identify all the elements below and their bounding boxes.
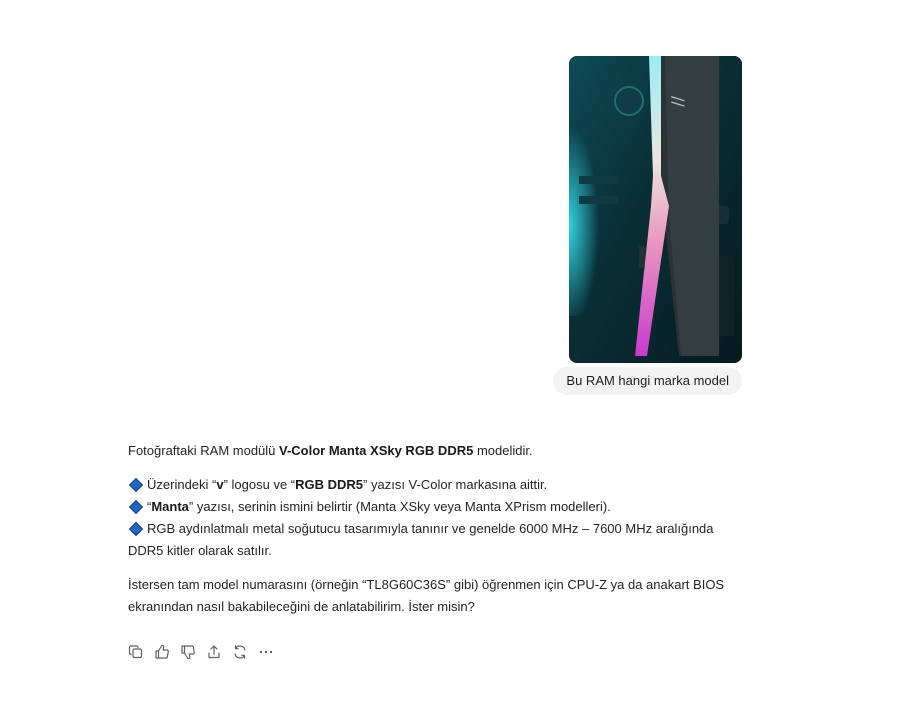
intro-text: Fotoğraftaki RAM modülü — [128, 443, 280, 458]
answer-closing: İstersen tam model numarasını (örneğin “TL8G60C36S” gibi) öğrenmen için CPU-Z ya da anakart BIOS ekranından nasıl bakabileceğini de anlatabilirim. İster misin? — [128, 577, 725, 614]
blue-diamond-icon — [129, 500, 143, 514]
blue-diamond-icon — [129, 522, 143, 536]
thumbs-down-icon — [180, 644, 196, 660]
more-button[interactable] — [256, 642, 276, 662]
bullet-item — [128, 518, 748, 562]
bullet-text: ” yazısı V-Color markasına aittir. — [363, 477, 548, 492]
svg-text://: // — [669, 96, 688, 107]
answer-bullet-list — [128, 474, 748, 562]
bullet-text: RGB aydınlatmalı metal soğutucu tasarımıyla tanınır ve genelde 6000 MHz – 7600 MHz aralığında DDR5 kitler olarak satılır. — [128, 521, 714, 558]
intro-model-name: V-Color Manta XSky RGB DDR5 — [279, 443, 474, 458]
regenerate-button[interactable] — [230, 642, 250, 662]
answer-intro — [128, 440, 748, 462]
bullet-text: ” yazısı, serinin ismini belirtir (Manta XSky veya Manta XPrism modelleri). — [188, 499, 611, 514]
thumbs-up-icon — [154, 644, 170, 660]
bullet-bold: RGB DDR5 — [295, 477, 364, 492]
bullet-bold: v — [216, 477, 224, 492]
share-button[interactable] — [204, 642, 224, 662]
refresh-icon — [232, 644, 248, 660]
intro-text-end: modelidir. — [473, 443, 533, 458]
copy-icon — [128, 644, 144, 660]
user-message-bubble — [553, 367, 742, 395]
bullet-item — [128, 474, 748, 496]
dislike-button[interactable] — [178, 642, 198, 662]
user-message-text: Bu RAM hangi marka model — [566, 373, 729, 388]
blue-diamond-icon — [129, 478, 143, 492]
message-action-bar — [126, 642, 276, 662]
ram-photo-illustration — [569, 56, 742, 363]
bullet-bold: Manta — [151, 499, 189, 514]
user-uploaded-image[interactable] — [569, 56, 742, 363]
copy-button[interactable] — [126, 642, 146, 662]
bullet-text: ” logosu ve “ — [223, 477, 296, 492]
bullet-item — [128, 496, 748, 518]
more-icon — [258, 644, 274, 660]
share-icon — [206, 644, 222, 660]
assistant-answer — [128, 440, 748, 618]
like-button[interactable] — [152, 642, 172, 662]
bullet-text: Üzerindeki “ — [147, 477, 217, 492]
bullet-text: “ — [147, 499, 152, 514]
